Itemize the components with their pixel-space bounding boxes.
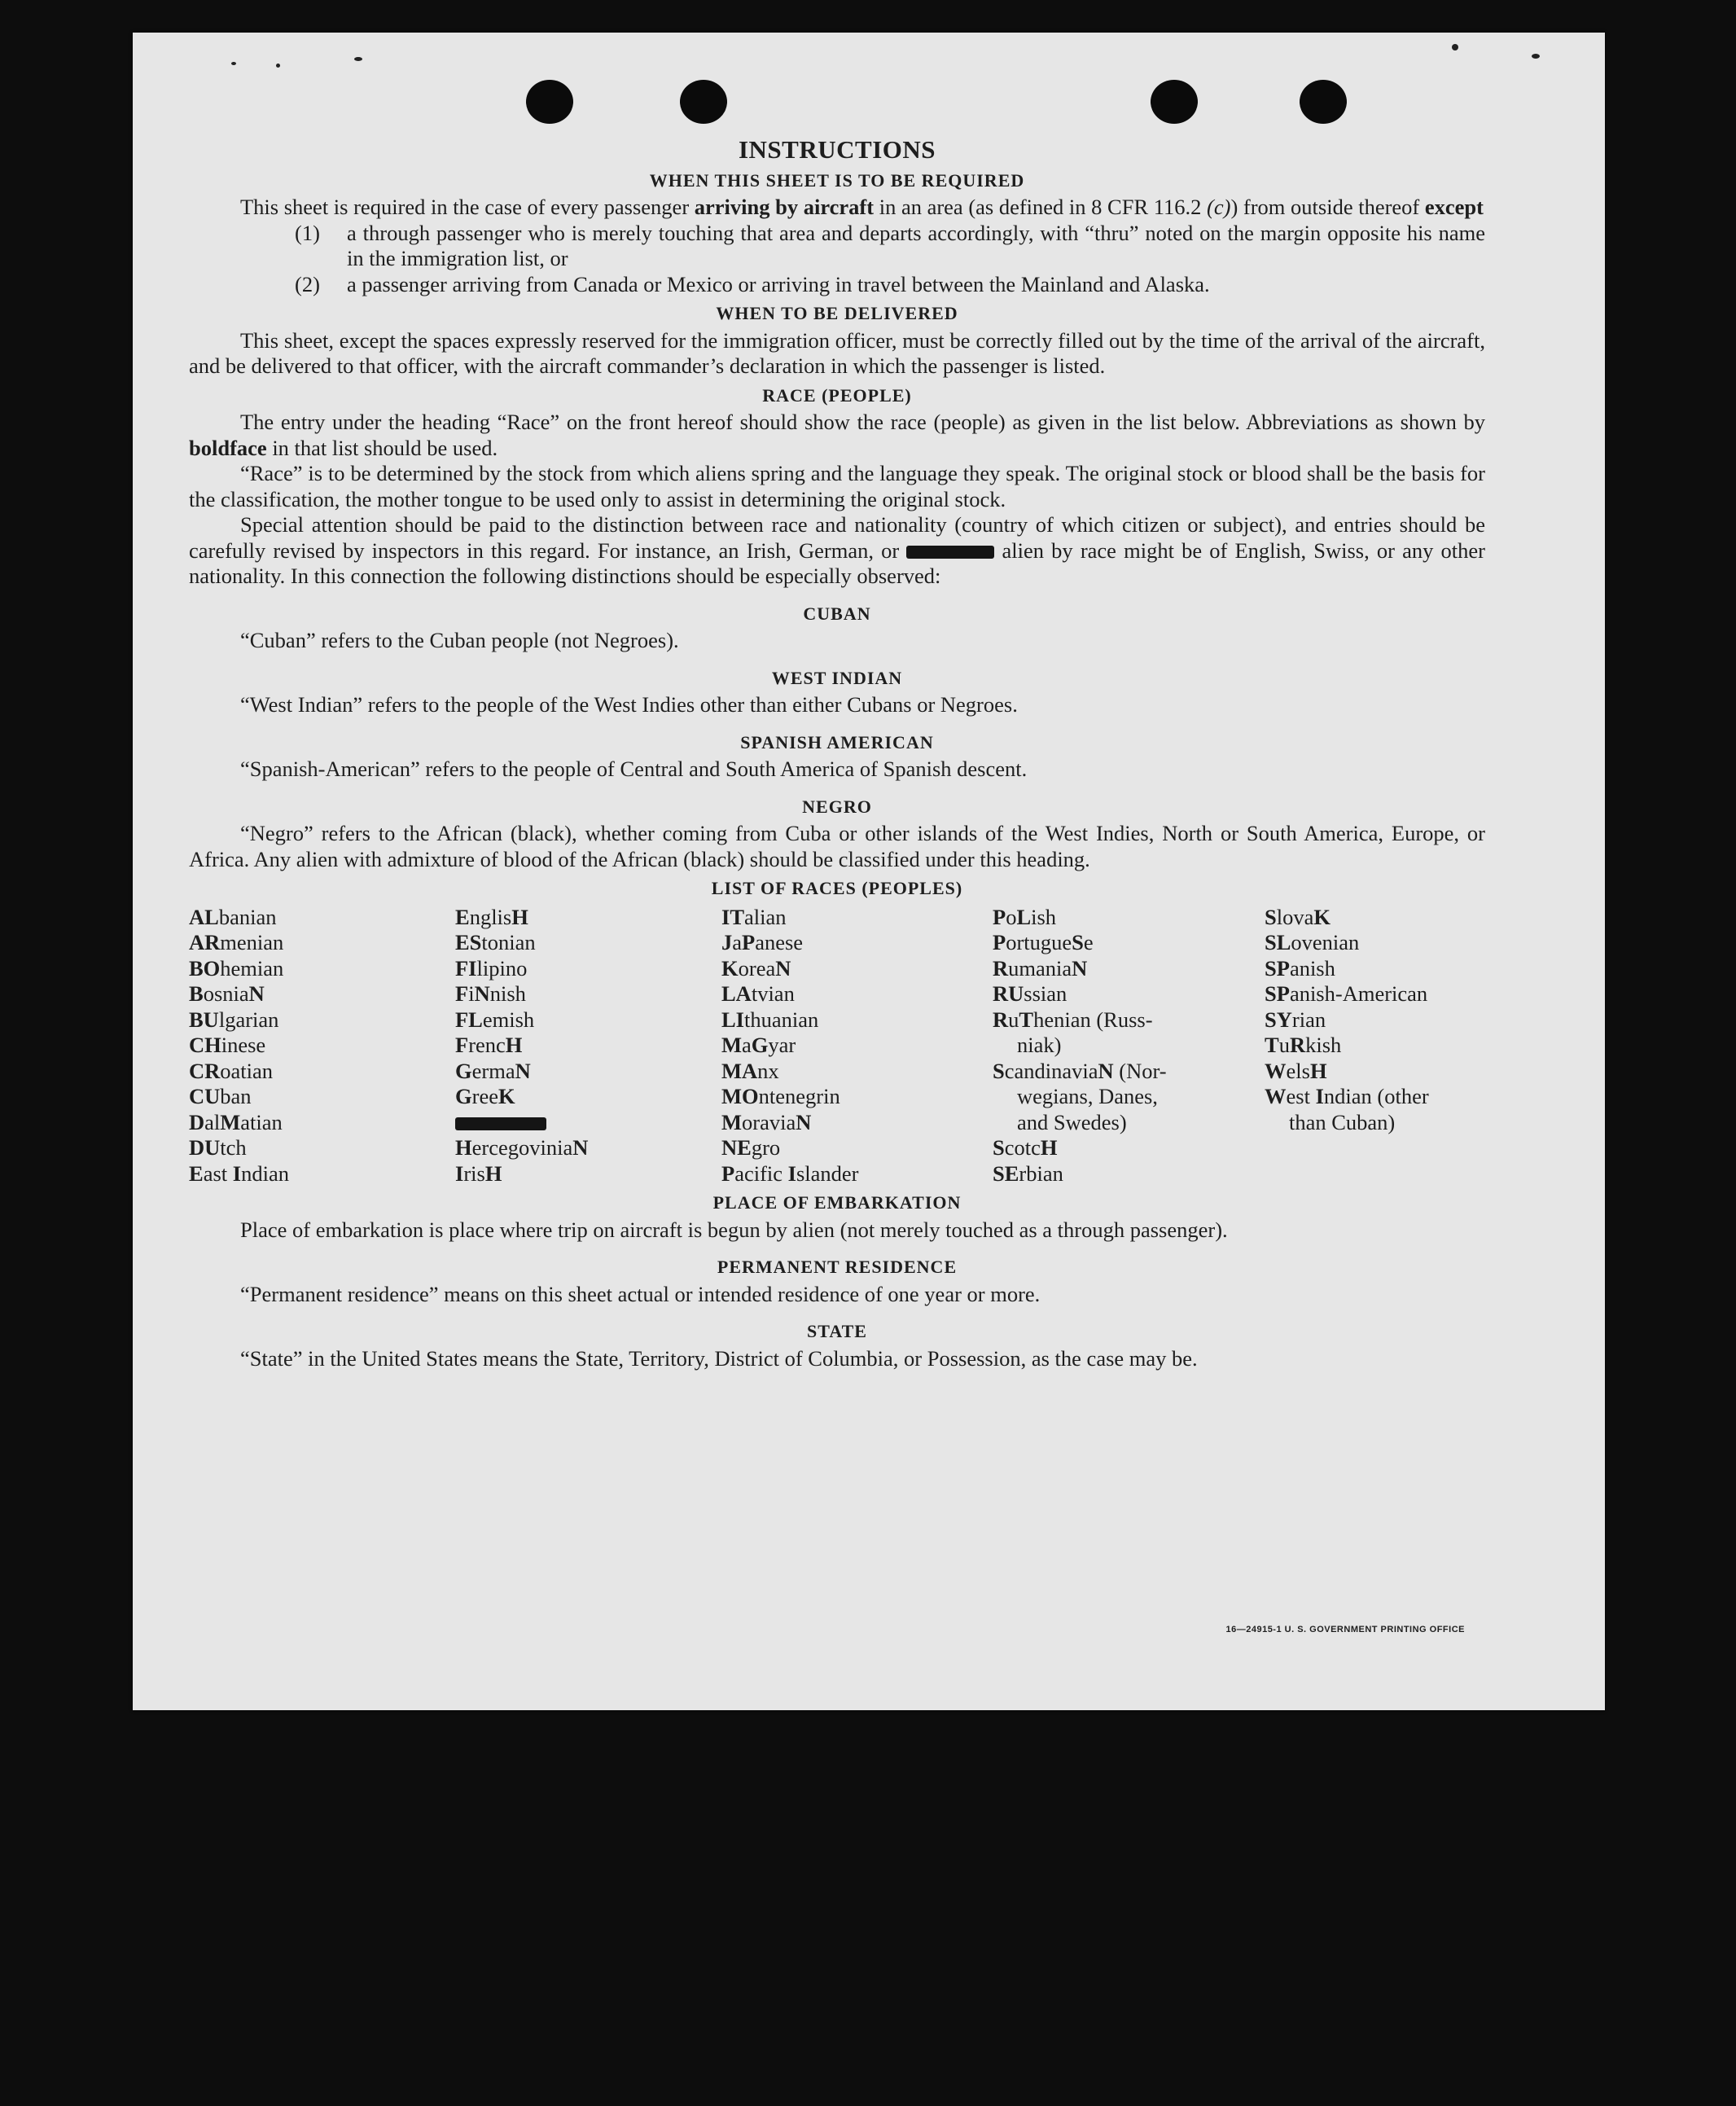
spanish-american-paragraph: “Spanish-American” refers to the people of Central and South America of Spanish descent. xyxy=(240,757,1028,781)
race-entry: CHinese xyxy=(189,1033,266,1057)
scan-speck xyxy=(1532,54,1540,59)
race-entry: ScandinaviaN (Nor- xyxy=(993,1058,1167,1083)
race-entry: BosniaN xyxy=(189,981,265,1006)
section-heading-west-indian: WEST INDIAN xyxy=(771,667,903,688)
race-paragraph: The entry under the heading “Race” on the front hereof should show the race (people) as given in the list below. Abbreviations as shown by boldface in that list should be used. xyxy=(189,410,1485,460)
race-entry: and Swedes) xyxy=(1017,1109,1127,1134)
race-entry: Pacific Islander xyxy=(721,1160,859,1186)
races-column xyxy=(455,905,721,1187)
redaction-mark xyxy=(906,546,994,559)
punch-hole xyxy=(526,80,573,124)
race-entry: WelsH xyxy=(1265,1058,1327,1083)
west-indian-paragraph: “West Indian” refers to the people of the West Indies other than either Cubans or Negroes. xyxy=(240,692,1018,717)
section-heading-cuban: CUBAN xyxy=(803,603,871,624)
section-heading-race: RACE (PEOPLE) xyxy=(762,384,912,406)
race-entry: FrencH xyxy=(455,1033,523,1057)
residence-paragraph: “Permanent residence” means on this sheet actual or intended residence of one year or more. xyxy=(240,1281,1041,1306)
race-entry: PortugueSe xyxy=(993,930,1094,954)
race-entry: GermaN xyxy=(455,1058,531,1083)
page-title: INSTRUCTIONS xyxy=(738,135,936,164)
race-entry: than Cuban) xyxy=(1289,1109,1396,1134)
race-entry: SLovenian xyxy=(1265,930,1360,954)
race-entry: MoraviaN xyxy=(721,1109,812,1134)
race-entry: SPanish-American xyxy=(1265,981,1428,1006)
race-entry: wegians, Danes, xyxy=(1017,1084,1158,1108)
race-entry: JaPanese xyxy=(721,930,804,954)
race-entry: NEgro xyxy=(721,1135,781,1160)
required-paragraph: This sheet is required in the case of every passenger arriving by aircraft in an area (as defined in 8 CFR 116.2 (c)) from outside thereof except xyxy=(240,195,1484,219)
race-entry: LIthuanian xyxy=(721,1007,819,1032)
section-heading-embarkation: PLACE OF EMBARKATION xyxy=(712,1192,962,1213)
cuban-paragraph: “Cuban” refers to the Cuban people (not Negroes). xyxy=(240,628,679,652)
races-column xyxy=(1265,905,1485,1187)
race-entry: FLemish xyxy=(455,1007,535,1032)
state-paragraph: “State” in the United States means the State, Territory, District of Columbia, or Possession, as the case may be. xyxy=(240,1345,1198,1371)
race-entry: West Indian (other xyxy=(1265,1084,1429,1108)
scan-speck xyxy=(231,62,236,65)
race-entry: ScotcH xyxy=(993,1135,1058,1160)
race-entry: ARmenian xyxy=(189,930,284,954)
race-entry: RUssian xyxy=(993,981,1067,1006)
race-entry: MAnx xyxy=(721,1058,779,1083)
race-entry: SErbian xyxy=(993,1160,1063,1186)
race-entry xyxy=(455,1110,721,1136)
race-entry: BUlgarian xyxy=(189,1007,279,1032)
race-entry: EnglisH xyxy=(455,904,528,929)
race-entry: ALbanian xyxy=(189,904,277,929)
race-entry: LAtvian xyxy=(721,981,795,1006)
negro-paragraph: “Negro” refers to the African (black), whether coming from Cuba or other islands of the West Indies, North or South America, Europe, or Africa. Any alien with admixture of blood of the African (black) should be classified under this heading. xyxy=(189,821,1485,871)
race-paragraph: “Race” is to be determined by the stock from which aliens spring and the language they speak. The original stock or blood shall be the basis for the classification, the mother tongue to be used only to assist in determining the original stock. xyxy=(189,461,1485,511)
race-entry: HercegoviniaN xyxy=(455,1135,589,1160)
document-page xyxy=(133,33,1605,1710)
punch-hole xyxy=(1151,80,1198,124)
section-heading-delivered: WHEN TO BE DELIVERED xyxy=(716,303,958,323)
race-entry: niak) xyxy=(1017,1033,1062,1057)
embarkation-paragraph: Place of embarkation is place where trip on aircraft is begun by alien (not merely touched as a through passenger). xyxy=(240,1217,1228,1242)
race-entry: CRoatian xyxy=(189,1058,274,1083)
exception-item: (1) a through passenger who is merely touching that area and departs accordingly, with “thru” noted on the margin opposite his name in the immigration list, or xyxy=(295,220,1485,270)
punch-hole xyxy=(680,80,727,124)
race-entry: CUban xyxy=(189,1084,252,1108)
races-column xyxy=(993,905,1265,1187)
race-paragraph: Special attention should be paid to the distinction between race and nationality (country of which citizen or subject), and entries should be carefully revised by inspectors in this regard. For instance, an Irish, German, or alien by race might be of English, Swiss, or any other nationality. In this connection the following distinctions should be especially observed: xyxy=(189,512,1485,588)
section-heading-negro: NEGRO xyxy=(802,796,872,817)
race-entry: East Indian xyxy=(189,1160,289,1186)
delivered-paragraph: This sheet, except the spaces expressly reserved for the immigration officer, must be correctly filled out by the time of the arrival of the aircraft, and be delivered to that officer, with the aircraft commander’s declaration in which the passenger is listed. xyxy=(189,327,1485,378)
race-entry: SlovaK xyxy=(1265,904,1330,929)
race-entry: MOntenegrin xyxy=(721,1084,840,1108)
race-entry: SYrian xyxy=(1265,1007,1326,1032)
instructions-body xyxy=(189,137,1485,1371)
race-entry: RuThenian (Russ- xyxy=(993,1007,1153,1032)
race-entry: KoreaN xyxy=(721,955,791,981)
race-entry: IrisH xyxy=(455,1160,502,1186)
races-list xyxy=(189,905,1485,1187)
race-entry: FiNnish xyxy=(455,981,526,1006)
races-column xyxy=(189,905,455,1187)
form-code: 16—24915-1 U. S. GOVERNMENT PRINTING OFFICE xyxy=(1225,1625,1465,1634)
exception-item: (2) a passenger arriving from Canada or Mexico or arriving in travel between the Mainland and Alaska. xyxy=(295,271,1210,296)
race-entry: ITalian xyxy=(721,904,787,929)
section-heading-required: WHEN THIS SHEET IS TO BE REQUIRED xyxy=(649,169,1025,191)
race-entry: GreeK xyxy=(455,1084,515,1108)
section-heading-races-list: LIST OF RACES (PEOPLES) xyxy=(711,878,963,898)
race-entry: RumaniaN xyxy=(993,955,1088,981)
race-entry: PoLish xyxy=(993,904,1057,929)
redaction-mark xyxy=(455,1117,546,1130)
section-heading-spanish-american: SPANISH AMERICAN xyxy=(740,731,934,752)
scan-speck xyxy=(354,57,362,61)
scan-speck xyxy=(1452,44,1458,50)
race-entry: FIlipino xyxy=(455,955,528,981)
section-heading-state: STATE xyxy=(807,1321,867,1341)
punch-hole xyxy=(1300,80,1347,124)
race-entry: SPanish xyxy=(1265,955,1335,981)
race-entry: BOhemian xyxy=(189,955,284,981)
race-entry: DalMatian xyxy=(189,1109,283,1134)
race-entry: MaGyar xyxy=(721,1033,796,1057)
scan-speck xyxy=(276,64,280,68)
race-entry: EStonian xyxy=(455,930,536,954)
race-entry: DUtch xyxy=(189,1135,247,1160)
races-column xyxy=(721,905,993,1187)
section-heading-residence: PERMANENT RESIDENCE xyxy=(717,1257,958,1277)
race-entry: TuRkish xyxy=(1265,1033,1342,1057)
